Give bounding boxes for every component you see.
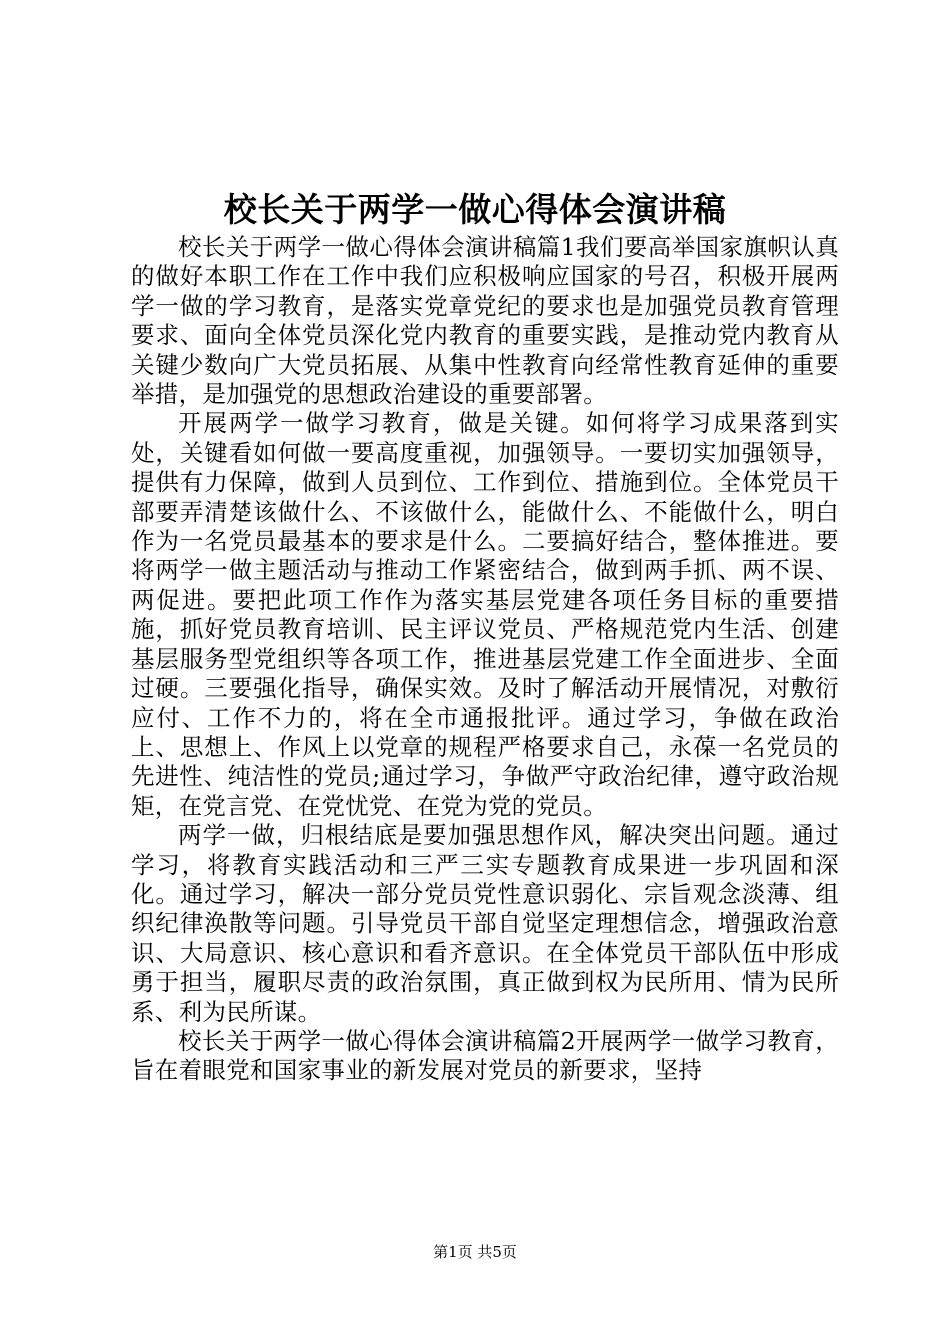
page-number-footer: 第1页 共5页	[433, 1243, 517, 1261]
paragraph-4: 校长关于两学一做心得体会演讲稿篇2开展两学一做学习教育，旨在着眼党和国家事业的新发展对党员的新要求，坚持	[131, 1026, 839, 1085]
document-title: 校长关于两学一做心得体会演讲稿	[223, 190, 727, 229]
paragraph-1: 校长关于两学一做心得体会演讲稿篇1我们要高举国家旗帜认真的做好本职工作在工作中我们应积极响应国家的号召，积极开展两学一做的学习教育，是落实党章党纪的要求也是加强党员教育管理要求、面向全体党员深化党内教育的重要实践，是推动党内教育从关键少数向广大党员拓展、从集中性教育向经常性教育延伸的重要举措，是加强党的思想政治建设的重要部署。	[131, 233, 839, 409]
document-body	[131, 233, 839, 1086]
paragraph-3: 两学一做，归根结底是要加强思想作风，解决突出问题。通过学习，将教育实践活动和三严三实专题教育成果进一步巩固和深化。通过学习，解决一部分党员党性意识弱化、宗旨观念淡薄、组织纪律涣散等问题。引导党员干部自觉坚定理想信念，增强政治意识、大局意识、核心意识和看齐意识。在全体党员干部队伍中形成勇于担当，履职尽责的政治氛围，真正做到权为民所用、情为民所系、利为民所谋。	[131, 821, 839, 1026]
paragraph-2: 开展两学一做学习教育，做是关键。如何将学习成果落到实处，关键看如何做一要高度重视，加强领导。一要切实加强领导，提供有力保障，做到人员到位、工作到位、措施到位。全体党员干部要弄清楚该做什么、不该做什么，能做什么、不能做什么，明白作为一名党员最基本的要求是什么。二要搞好结合，整体推进。要将两学一做主题活动与推动工作紧密结合，做到两手抓、两不误、两促进。要把此项工作作为落实基层党建各项任务目标的重要措施，抓好党员教育培训、民主评议党员、严格规范党内生活、创建基层服务型党组织等各项工作，推进基层党建工作全面进步、全面过硬。三要强化指导，确保实效。及时了解活动开展情况，对敷衍应付、工作不力的，将在全市通报批评。通过学习，争做在政治上、思想上、作风上以党章的规程严格要求自己，永葆一名党员的先进性、纯洁性的党员;通过学习，争做严守政治纪律，遵守政治规矩，在党言党、在党忧党、在党为党的党员。	[131, 409, 839, 820]
